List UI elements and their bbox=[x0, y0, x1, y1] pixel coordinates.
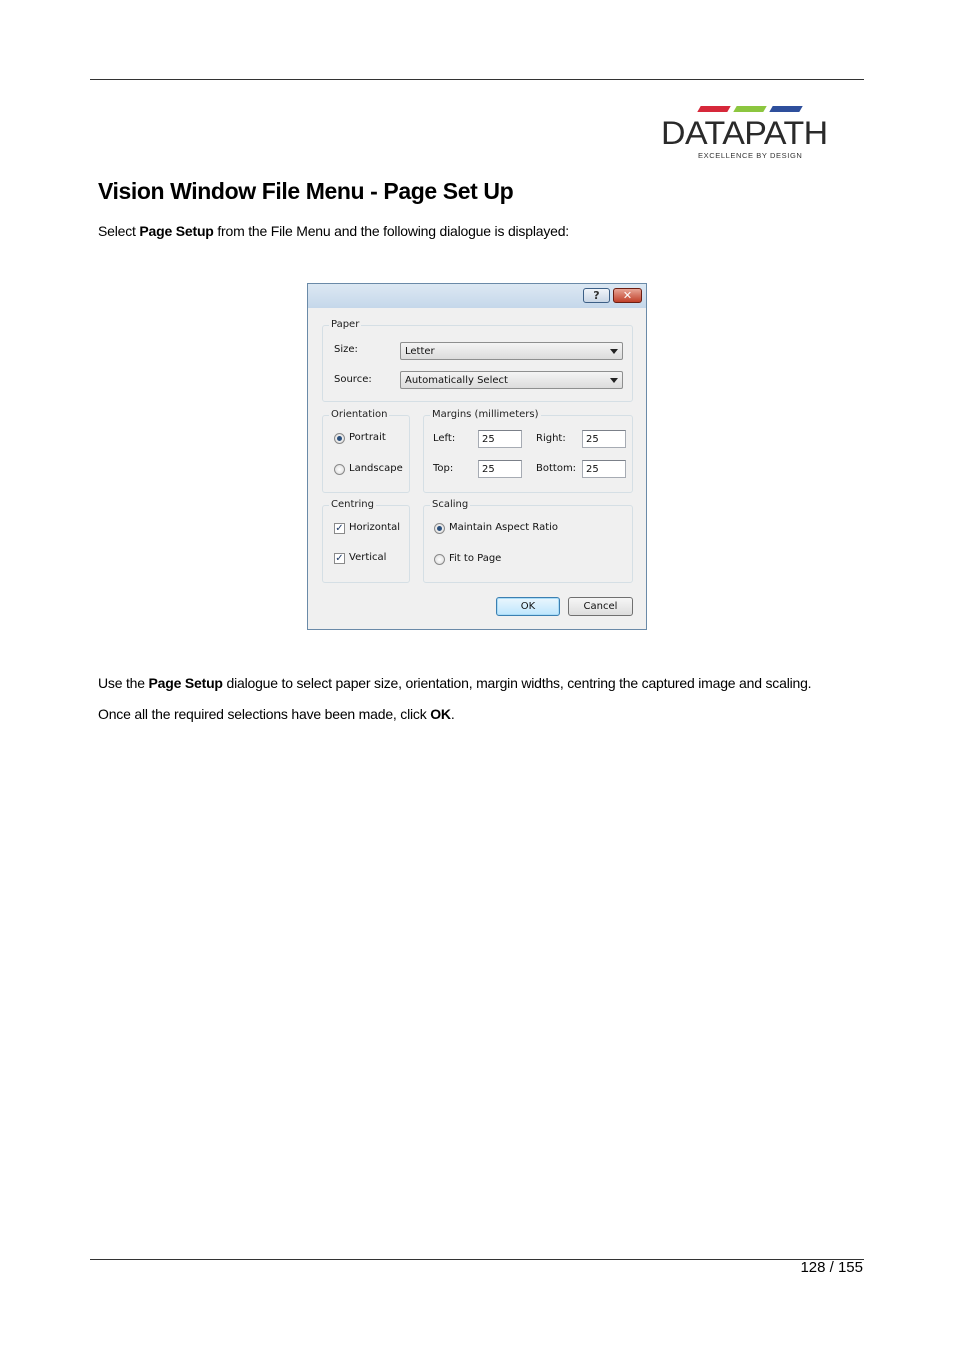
landscape-radio[interactable] bbox=[334, 464, 345, 475]
chevron-down-icon bbox=[610, 378, 618, 383]
para1-text-bold: Page Setup bbox=[148, 675, 223, 691]
centring-legend: Centring bbox=[331, 499, 374, 510]
portrait-radio[interactable] bbox=[334, 433, 345, 444]
top-margin-label: Top: bbox=[433, 463, 454, 474]
datapath-logo bbox=[661, 106, 836, 162]
margins-group bbox=[423, 409, 633, 493]
scaling-legend: Scaling bbox=[432, 499, 469, 510]
page-title: Vision Window File Menu - Page Set Up bbox=[98, 178, 514, 204]
size-select-value: Letter bbox=[405, 346, 435, 357]
help-button[interactable]: ? bbox=[583, 288, 610, 303]
top-margin-input[interactable] bbox=[478, 460, 522, 478]
ok-button[interactable]: OK bbox=[496, 597, 560, 616]
description-paragraph bbox=[98, 675, 811, 692]
logo-color-bars bbox=[699, 106, 839, 114]
horizontal-checkbox[interactable]: ✓ bbox=[335, 523, 344, 534]
para2-text-after: . bbox=[450, 706, 455, 722]
maintain-aspect-radio[interactable] bbox=[434, 523, 445, 534]
bottom-margin-value: 25 bbox=[586, 464, 599, 475]
instruction-paragraph bbox=[98, 706, 455, 723]
logo-blue-bar bbox=[769, 106, 802, 112]
right-margin-value: 25 bbox=[586, 434, 599, 445]
orientation-group bbox=[322, 409, 410, 493]
logo-tagline: EXCELLENCE BY DESIGN bbox=[698, 151, 803, 160]
vertical-checkbox[interactable]: ✓ bbox=[335, 553, 344, 564]
bottom-margin-label: Bottom: bbox=[536, 463, 577, 474]
vertical-label[interactable]: Vertical bbox=[349, 552, 387, 563]
source-select[interactable] bbox=[400, 371, 623, 389]
fit-to-page-label[interactable]: Fit to Page bbox=[449, 553, 502, 564]
page-setup-dialog bbox=[307, 283, 647, 630]
logo-wordmark: DATAPATH bbox=[661, 115, 828, 151]
centring-group bbox=[322, 499, 410, 583]
portrait-label[interactable]: Portrait bbox=[349, 432, 386, 443]
intro-paragraph bbox=[98, 223, 569, 240]
intro-text-after: from the File Menu and the following dialogue is displayed: bbox=[213, 223, 569, 239]
dialog-titlebar bbox=[308, 284, 646, 308]
paper-legend: Paper bbox=[331, 319, 360, 330]
dialog-client-area bbox=[314, 308, 640, 623]
right-margin-label: Right: bbox=[536, 433, 566, 444]
header-rule bbox=[90, 79, 864, 80]
logo-green-bar bbox=[733, 106, 766, 112]
source-select-value: Automatically Select bbox=[405, 375, 508, 386]
intro-text-bold: Page Setup bbox=[139, 223, 214, 239]
left-margin-label: Left: bbox=[433, 433, 456, 444]
horizontal-label[interactable]: Horizontal bbox=[349, 522, 401, 533]
close-button[interactable]: ✕ bbox=[613, 288, 642, 303]
margins-legend: Margins (millimeters) bbox=[432, 409, 539, 420]
size-label: Size: bbox=[334, 344, 358, 355]
size-select[interactable] bbox=[400, 342, 623, 360]
orientation-legend: Orientation bbox=[331, 409, 388, 420]
left-margin-value: 25 bbox=[482, 434, 495, 445]
page-number: 128 / 155 bbox=[800, 1259, 863, 1276]
para1-text-before: Use the bbox=[98, 675, 149, 691]
landscape-label[interactable]: Landscape bbox=[349, 463, 403, 474]
para1-text-after: dialogue to select paper size, orientation, margin widths, centring the captured image and scaling. bbox=[222, 675, 812, 691]
bottom-margin-input[interactable] bbox=[582, 460, 626, 478]
maintain-aspect-label[interactable]: Maintain Aspect Ratio bbox=[449, 522, 559, 533]
top-margin-value: 25 bbox=[482, 464, 495, 475]
logo-red-bar bbox=[697, 106, 730, 112]
paper-group bbox=[322, 319, 633, 402]
fit-to-page-radio[interactable] bbox=[434, 554, 445, 565]
source-label: Source: bbox=[334, 374, 372, 385]
intro-text-before: Select bbox=[98, 223, 140, 239]
chevron-down-icon bbox=[610, 349, 618, 354]
cancel-button[interactable]: Cancel bbox=[568, 597, 633, 616]
right-margin-input[interactable] bbox=[582, 430, 626, 448]
para2-text-before: Once all the required selections have been made, click bbox=[98, 706, 431, 722]
scaling-group bbox=[423, 499, 633, 583]
left-margin-input[interactable] bbox=[478, 430, 522, 448]
para2-text-bold: OK bbox=[430, 706, 451, 722]
